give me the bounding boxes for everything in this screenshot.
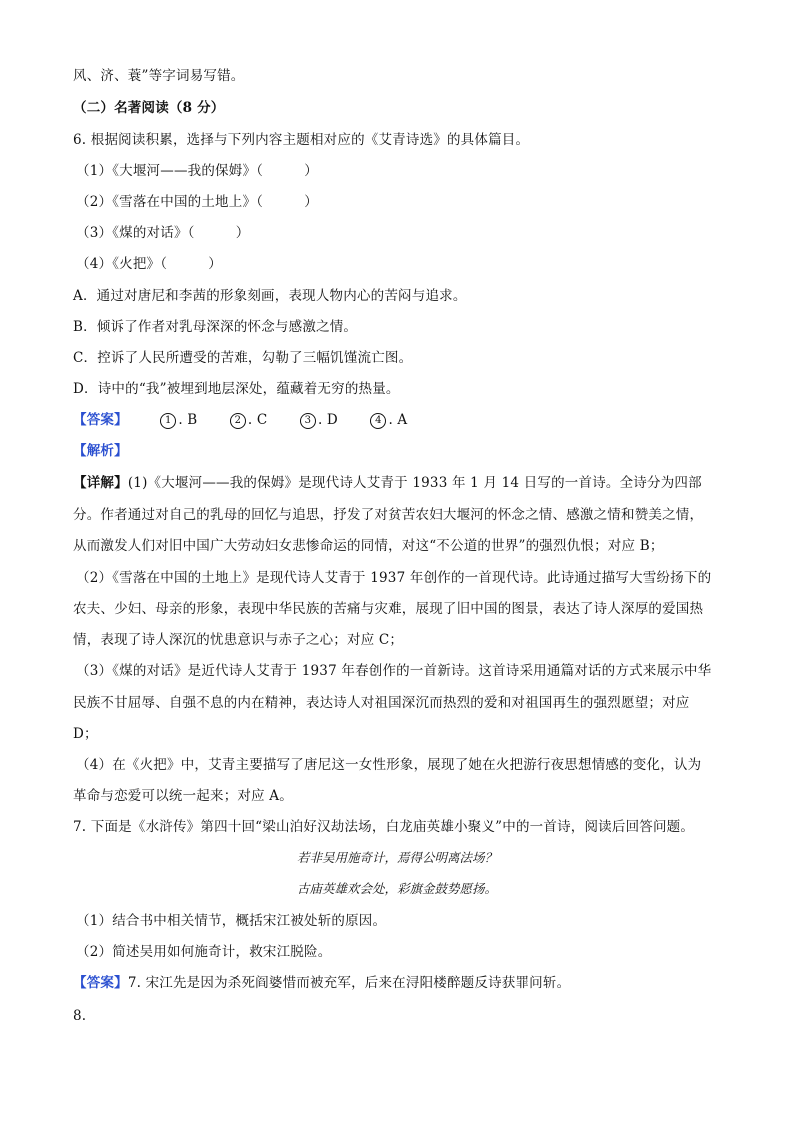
- question-6-item-4: （4）《火把》（ ）: [76, 256, 222, 272]
- detail-line: 分。作者通过对自己的乳母的回忆与追思，抒发了对贫苦农妇大堰河的怀念之情、感激之情和赞美之情，: [73, 507, 704, 523]
- detail-line: [73, 473, 723, 493]
- detail-line: （3）《煤的对话》是近代诗人艾青于 1937 年春创作的一首新诗。这首诗采用通篇对话的方式来展示中华: [76, 663, 712, 679]
- text-line: 风、济、蓑”等字词易写错。: [73, 68, 245, 84]
- question-7-item-1: （1）结合书中相关情节，概括宋江被处斩的原因。: [76, 913, 387, 929]
- circled-number: 3: [300, 413, 316, 429]
- answer-7-text: 7. 宋江先是因为杀死阎婆惜而被充军，后来在浔阳楼醉题反诗获罪问斩。: [127, 975, 571, 991]
- circled-number: 1: [160, 413, 176, 429]
- question-6-item-3: （3）《煤的对话》（ ）: [76, 225, 250, 241]
- question-7: 7. 下面是《水浒传》第四十回“梁山泊好汉劫法场，白龙庙英雄小聚义”中的一首诗，阅读后回答问题。: [73, 819, 695, 835]
- answer-value: . D: [317, 412, 338, 428]
- question-8: 8.: [73, 1008, 87, 1024]
- answer-item: [160, 410, 197, 430]
- question-6: 6. 根据阅读积累，选择与下列内容主题相对应的《艾青诗选》的具体篇目。: [73, 132, 530, 148]
- option-b: B．倾诉了作者对乳母深深的怀念与感激之情。: [73, 319, 358, 335]
- circled-number: 4: [370, 413, 386, 429]
- question-6-item-1: （1）《大堰河——我的保姆》（ ）: [76, 163, 318, 179]
- detail-line: （4）在《火把》中，艾青主要描写了唐尼这一女性形象，展现了她在火把游行夜思想情感的变化，认为: [76, 757, 702, 773]
- poem-line-1: 若非吴用施奇计，焉得公明离法场？: [296, 850, 497, 865]
- poem-line-2: 古庙英雄欢会处，彩旗金鼓势愿扬。: [296, 881, 497, 896]
- circled-number: 2: [230, 413, 246, 429]
- answer-label: 【答案】: [73, 975, 128, 991]
- detail-line: 从而激发人们对旧中国广大劳动妇女悲惨命运的同情，对这“不公道的世界”的强烈仇恨；对应 B；: [73, 538, 664, 554]
- detail-line: D；: [73, 726, 98, 742]
- answer-value: . C: [247, 412, 268, 428]
- detail-label: 【详解】: [73, 475, 128, 491]
- answer-7-row: [73, 973, 723, 993]
- analysis-label: 【解析】: [73, 443, 128, 459]
- answer-item: [370, 410, 407, 430]
- detail-line: 民族不甘屈辱、自强不息的内在精神，表达诗人对祖国深沉而热烈的爱和对祖国再生的强烈愿望；对应: [73, 695, 690, 711]
- answer-value: . A: [388, 412, 408, 428]
- option-a: A．通过对唐尼和李茜的形象刻画，表现人物内心的苦闷与追求。: [73, 288, 467, 304]
- detail-line: （2）《雪落在中国的土地上》是现代诗人艾青于 1937 年创作的一首现代诗。此诗通过描写大雪纷扬下的: [76, 570, 712, 586]
- section-heading: （二）名著阅读（8 分）: [73, 100, 225, 116]
- detail-line: 农夫、少妇、母亲的形象，表现中华民族的苦痛与灾难，展现了旧中国的图景，表达了诗人深厚的爱国热: [73, 601, 704, 617]
- answer-item: [300, 410, 338, 430]
- option-c: C．控诉了人民所遭受的苦难，勾勒了三幅饥馑流亡图。: [73, 350, 413, 366]
- question-7-item-2: （2）简述吴用如何施奇计，救宋江脱险。: [76, 944, 332, 960]
- detail-line: 情，表现了诗人深沉的忧患意识与赤子之心；对应 C；: [73, 632, 404, 648]
- answer-label: 【答案】: [73, 412, 128, 428]
- option-d: D．诗中的“我”被埋到地层深处，蕴藏着无穷的热量。: [73, 381, 400, 397]
- question-6-item-2: （2）《雪落在中国的土地上》（ ）: [76, 194, 318, 210]
- detail-text: (1)《大堰河——我的保姆》是现代诗人艾青于 1933 年 1 月 14 日写的一首诗。全诗分为四部: [127, 475, 702, 491]
- answer-item: [230, 410, 268, 430]
- answer-value: . B: [178, 412, 198, 428]
- detail-line: 革命与恋爱可以统一起来；对应 A。: [73, 788, 293, 804]
- answer-row: [73, 410, 723, 430]
